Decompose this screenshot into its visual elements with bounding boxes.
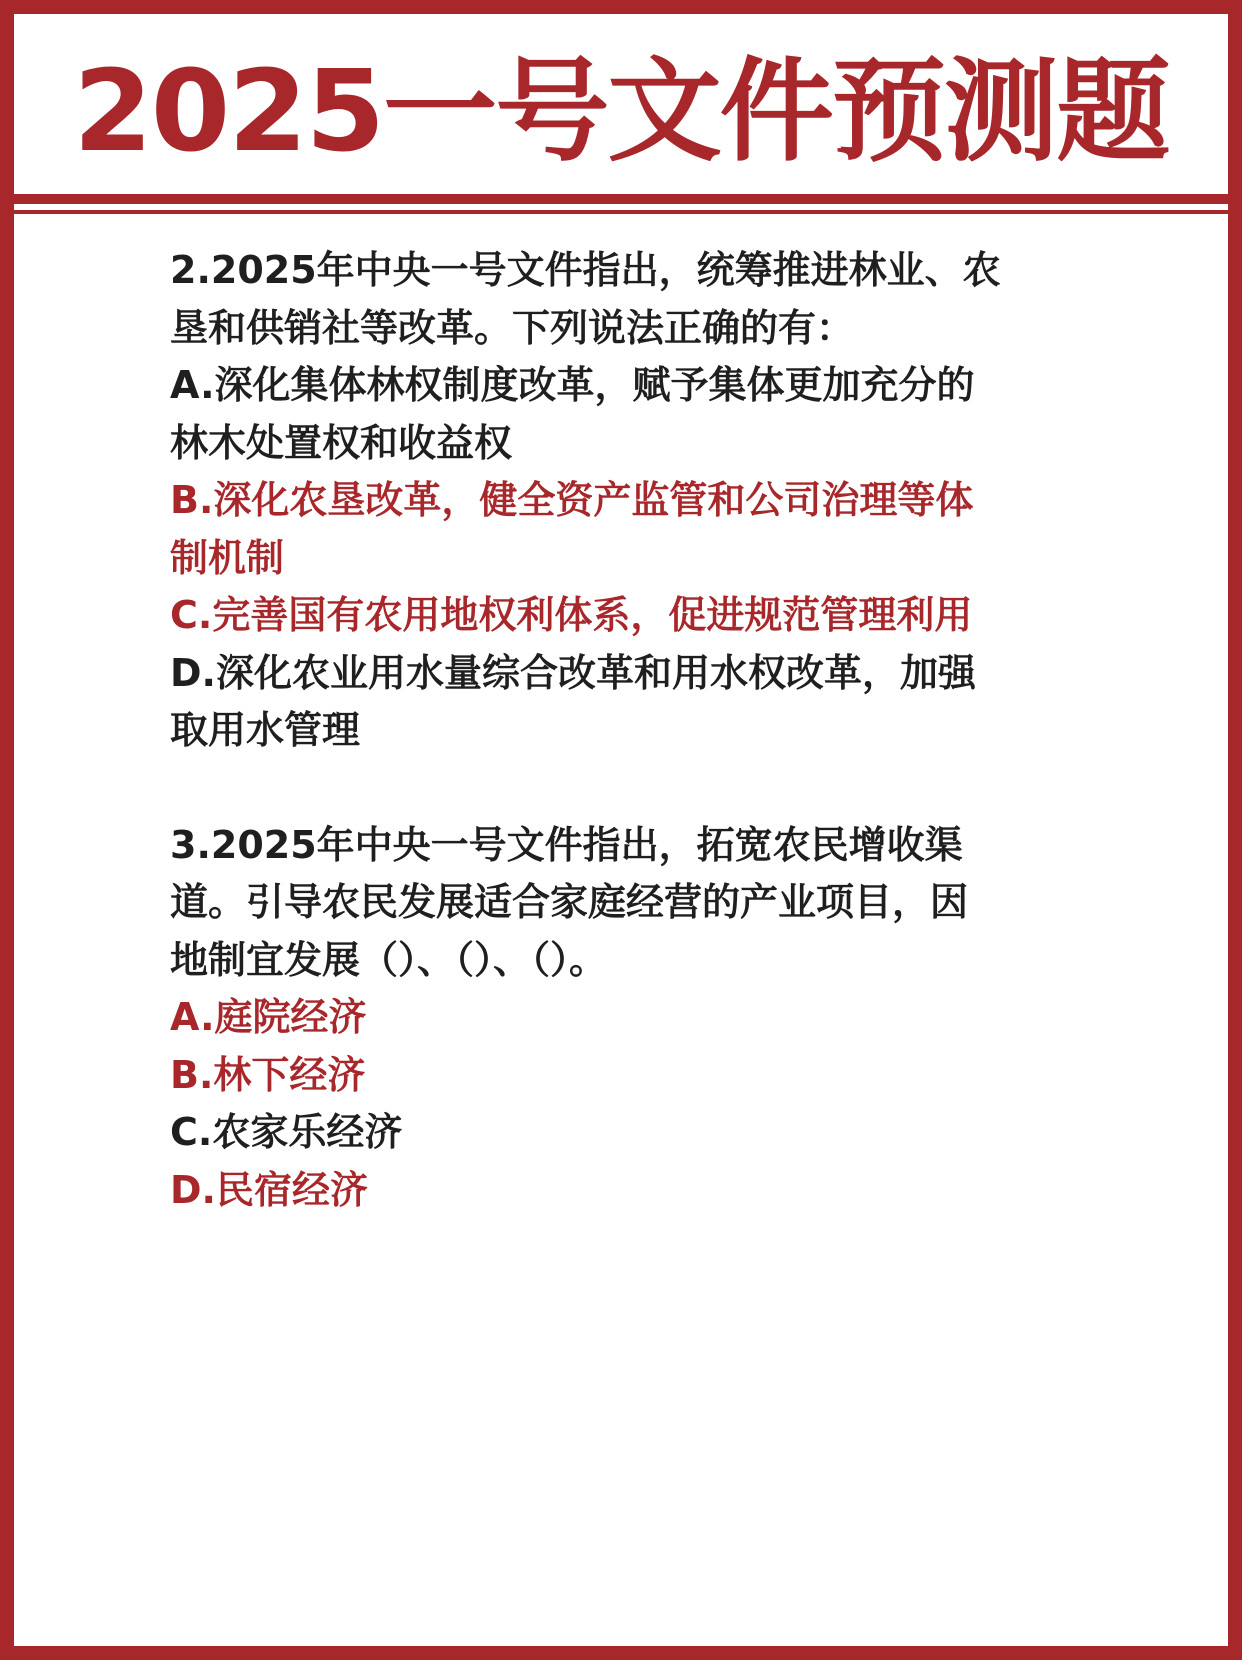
question-2 — [170, 242, 1090, 760]
question-3-stem-line-1: 3.2025年中央一号文件指出，拓宽农民增收渠 — [170, 822, 963, 867]
question-2-option-b-line-2: 制机制 — [170, 535, 285, 580]
question-2-option-d-line-1: D.深化农业用水量综合改革和用水权改革，加强 — [170, 650, 976, 695]
question-3-option-a: A.庭院经济 — [170, 995, 367, 1039]
question-spacer — [170, 760, 1090, 817]
question-3 — [170, 817, 1090, 1220]
question-3-stem-line-2: 道。引导农民发展适合家庭经营的产业项目，因 — [170, 880, 969, 924]
question-3-option-d: D.民宿经济 — [170, 1167, 368, 1212]
question-2-option-a-line-1: A.深化集体林权制度改革，赋予集体更加充分的 — [170, 363, 975, 407]
question-3-option-c: C.农家乐经济 — [170, 1110, 403, 1154]
question-2-option-c: C.完善国有农用地权利体系，促进规范管理利用 — [170, 593, 973, 637]
question-2-option-a-line-2: 林木处置权和收益权 — [170, 420, 513, 465]
header-divider-thin — [14, 210, 1228, 214]
question-2-option-b-line-1: B.深化农垦改革，健全资产监管和公司治理等体 — [170, 478, 974, 522]
question-2-option-d-line-2: 取用水管理 — [170, 708, 361, 752]
question-list — [170, 242, 1090, 1219]
page-title: 2025一号文件预测题 — [73, 46, 1169, 177]
header-divider-thick — [14, 194, 1228, 204]
question-2-stem-line-2: 垦和供销社等改革。下列说法正确的有： — [170, 305, 855, 350]
question-3-stem-line-3: 地制宜发展（）、（）、（）。 — [170, 937, 608, 982]
question-3-option-b: B.林下经济 — [170, 1052, 366, 1097]
title-banner — [14, 14, 1228, 190]
question-2-stem-line-1: 2.2025年中央一号文件指出，统筹推进林业、农 — [170, 248, 1001, 292]
